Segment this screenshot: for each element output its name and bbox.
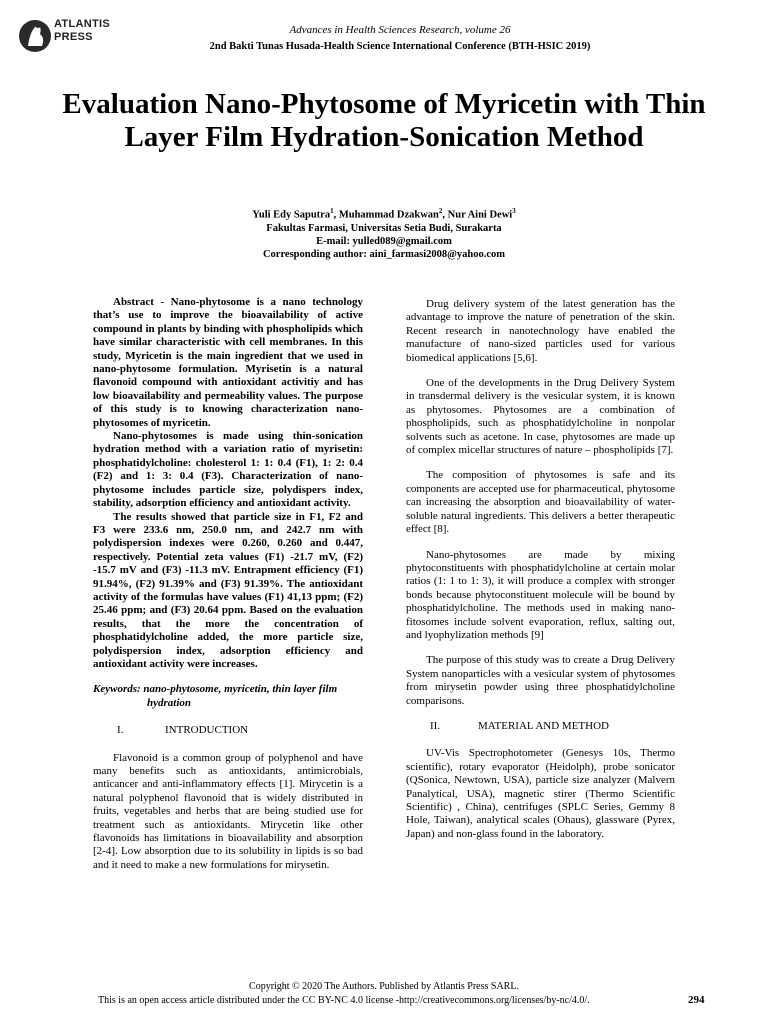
body-paragraph-1: Drug delivery system of the latest generation has the advantage to improve the nature of penetration of the skin. Recent research in nanotechnology have enabled the manufacture of nano-sized particles used for various biomedical applications [5,6]. <box>406 298 675 364</box>
abstract-paragraph-1: Abstract - Nano-phytosome is a nano technology that’s use to improve the bioavailability of active compound in plants by binding with phospholipids which have similar characteristic with cell membranes. In this study, Myricetin is the main ingredient that we used in nano-phytosome formulation. Myrisetin is a natural flavonoid compound with antioxidant activitiy and has low bioavailability and permeability values. The purpose of this study is to knowing characterization nano-phytosomes of myricetin. <box>93 296 363 429</box>
publisher-name-line1: ATLANTIS <box>54 18 110 30</box>
author-1: Yuli Edy Saputra <box>252 209 331 221</box>
intro-paragraph: Flavonoid is a common group of polyphenol and have many benefits such as antioxidants, antimicrobials, anticancer and anti-inflammatory effects [1]. Mirycetin is a natural polyphenol flavonoid that is widely distributed in fruits, vegetables and herbs that are being studied use for treatment such as antioxidants. Mirycetin like other flavonoids has limitations in bioavailability and absorption [2-4]. Low absorption due to its solubility in lipids is so bad and it need to make a new formulations for mirysetin. <box>93 751 363 871</box>
author-2-mark: 2 <box>438 207 443 215</box>
keywords <box>93 683 363 710</box>
author-3-mark: 3 <box>512 207 516 215</box>
body-paragraph-5: The purpose of this study was to create a Drug Delivery System nanoparticles with a vesicular system of phytosomes from mirysetin powder using three phosphatidylcholine comparisons. <box>406 654 675 707</box>
abstract-paragraph-2: Nano-phytosomes is made using thin-sonication hydration method with a variation ratio of myrisetin: phosphatidylcholine: cholesterol 1: 1: 0.4 (F1), 1: 2: 0.4 (F2) and 1: 3: 0.4 (F3). Characterization of nano-phytosome includes particle size, polydispers index, stability, adsorption efficiency and antioxidant activity. <box>93 430 363 510</box>
body-paragraph-3: The composition of phytosomes is safe and its components are accepted use for pharmaceutical, phytosome can increasing the absorption and bioavailability of water-soluble natural ingredients. This delivers a better therapeutic effect [8]. <box>406 469 675 536</box>
publisher-name-line2: PRESS <box>54 31 93 43</box>
section-number: II. <box>430 719 441 732</box>
affiliation: Fakultas Farmasi, Universitas Setia Budi, Surakarta <box>266 222 502 234</box>
author-names <box>130 205 638 222</box>
publisher-logo <box>18 16 138 56</box>
journal-name: Advances in Health Sciences Research, volume 26 <box>289 24 511 36</box>
section-heading-introduction <box>93 724 363 737</box>
author-3: , Nur Aini Dewi <box>442 209 513 221</box>
conference-name: 2nd Bakti Tunas Husada-Health Science International Conference (BTH-HSIC 2019) <box>209 41 591 52</box>
corresponding-author: Corresponding author: aini_farmasi2008@yahoo.com <box>262 248 506 260</box>
paper-title: Evaluation Nano-Phytosome of Myricetin with Thin Layer Film Hydration-Sonication Method <box>62 88 706 153</box>
section-number: I. <box>117 724 124 737</box>
author-1-mark: 1 <box>330 207 334 215</box>
section-title: MATERIAL AND METHOD <box>478 719 609 732</box>
author-block <box>130 205 638 261</box>
page-number: 294 <box>688 994 705 1006</box>
author-2: , Muhammad Dzakwan <box>333 209 439 221</box>
left-column <box>93 296 363 884</box>
body-paragraph-4: Nano-phytosomes are made by mixing phytoconstituents with phosphatidylcholine at certain molar ratios (1: 1 to 1: 3), it will produce a complex with stronger bonds because phytoconstituent molecule will be bound by phosphatidylcholine. The methods used in making nano-fitosomes include solvent evaporation, reflux, salting out, and lyophylization methods [9] <box>406 548 675 641</box>
body-paragraph-6: UV-Vis Spectrophotometer (Genesys 10s, Thermo scientific), rotary evaporator (Heidolph), probe sonicator (QSonica, Newtown, USA), particle size analyzer (Malvern Panalytical, USA), magnetic stirer (Thermo Scientific Scientific) , China), centrifuges (SPLC Series, Gemmy 8 Hole, Taiwan), analytical scales (Ohaus), glassware (Pyrex, Japan) and non-glass found in the laboratory. <box>406 747 675 840</box>
keywords-line-1: Keywords: nano-phytosome, myricetin, thin layer film <box>93 683 338 696</box>
section-heading-material-method <box>406 720 675 733</box>
keywords-line-2: hydration <box>147 696 192 709</box>
right-column <box>406 298 675 853</box>
body-paragraph-2: One of the developments in the Drug Delivery System in transdermal delivery is the vesicular system, it is known as phytosomes. Phytosomes are a combination of phospholipids, such as phosphatidylcholine in nonpolar solvents such as acetone. In case, phytosomes are made up of complex micellar structures of nature – phospholipids [7]. <box>406 377 675 457</box>
copyright-notice: Copyright © 2020 The Authors. Published by Atlantis Press SARL. <box>249 981 519 992</box>
license-notice: This is an open access article distributed under the CC BY-NC 4.0 license -http://creativecommons.org/licenses/by-nc/4.0/. <box>98 995 590 1006</box>
atlantis-figure-icon <box>18 16 52 56</box>
author-email: E-mail: yulled089@gmail.com <box>316 235 452 247</box>
abstract-paragraph-3: The results showed that particle size in F1, F2 and F3 were 233.6 nm, 250.0 nm, and 242.7 nm with polydispersion indexes were 0.260, 0.260 and 0.447, respectively. Potential zeta values (F1) -21.7 mV, (F2) -15.7 mV and (F3) -11.3 mV. Entrapment efficiency (F1) 91.94%, (F2) 91.39% and (F3) 91.39%. The antioxidant activity of the formulas have values (F1) 41,13 ppm; (F2) 25.46 ppm; and (F3) 20.64 ppm. Based on the evaluation results, that the more the concentration of phosphatidylcholine added, the more particle size, polydispersion index, adsorption efficiency and antioxidant activity were increases. <box>93 510 363 670</box>
section-title: INTRODUCTION <box>165 724 249 737</box>
